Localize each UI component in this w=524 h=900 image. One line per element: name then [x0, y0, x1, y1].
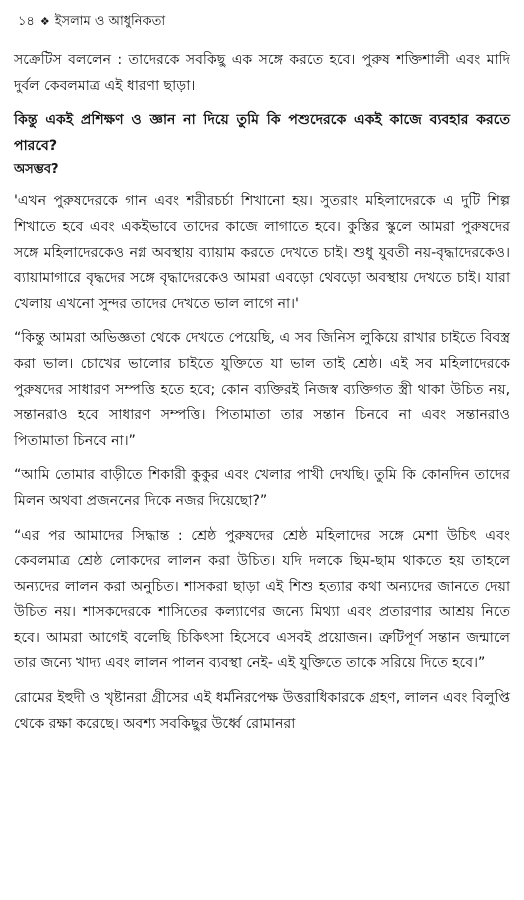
running-header	[18, 14, 510, 30]
page-number: ১৪	[18, 14, 35, 29]
paragraph-socrates-statement: সক্রেটিস বললেন : তাদেরকে সবকিছু এক সঙ্গে করতে হবে। পুরুষ শক্তিশালী এবং মাদি দুর্বল কেবলমাত্র এই ধারণা ছাড়া।	[14, 52, 510, 94]
book-title: ইসলাম ও আধুনিকতা	[54, 14, 166, 29]
separator-ornament-icon: ❖	[39, 15, 50, 28]
paragraph-training-question: কিন্তু একই প্রশিক্ষণ ও জ্ঞান না দিয়ে তুমি কি পশুদেরকে একই কাজে ব্যবহার করতে পারবে?	[14, 112, 510, 154]
paragraph-decision-quote: “এর পর আমাদের সিদ্ধান্ত : শ্রেষ্ঠ পুরুষদের শ্রেষ্ঠ মহিলাদের সঙ্গে মেশা উচিৎ এবং কেবলমাত্র শ্রেষ্ঠ লোকদের লালন করা উচিত। যদি দলকে ছিম-ছাম থাকতে হয় তাহলে অন্যদের লালন করা অনুচিত। শাসকরা ছাড়া এই শিশু হত্যার কথা অন্যদের জানতে দেয়া উচিত নয়। শাসকদেরকে শাসিতের কল্যাণের জন্যে মিথ্যা এবং প্রতারণার আশ্রয় নিতে হবে। আমরা আগেই বলেছি চিকিৎসা হিসেবে এসবই প্রয়োজন। ত্রুটিপূর্ণ সন্তান জন্মালে তার জন্যে খাদ্য এবং লালন পালন ব্যবস্থা নেই- এই যুক্তিতে তাকে সরিয়ে দিতে হবে।”	[14, 527, 510, 672]
paragraph-property-quote: “কিন্তু আমরা অভিজ্ঞতা থেকে দেখতে পেয়েছি, এ সব জিনিস লুকিয়ে রাখার চাইতে বিবস্ত্র করা ভাল। চোখের ভালোর চাইতে যুক্তিতে যা ভাল তাই শ্রেষ্ঠ। এই সব মহিলাদেরকে পুরুষদের সাধারণ সম্পত্তি হতে হবে; কোন ব্যক্তিরই নিজস্ব ব্যক্তিগত স্ত্রী থাকা উচিত নয়, সন্তানরাও হবে সাধারণ সম্পত্তি। পিতামাতা তার সন্তান চিনবে না এবং সন্তানরাও পিতামাতা চিনবে না।”	[14, 330, 510, 449]
paragraph-breeding-question: “আমি তোমার বাড়ীতে শিকারী কুকুর এবং খেলার পাখী দেখছি। তুমি কি কোনদিন তাদের মিলন অথবা প্রজননের দিকে নজর দিয়েছো?”	[14, 467, 510, 509]
paragraph-exercise-quote: 'এখন পুরুষদেরকে গান এবং শরীরচর্চা শিখানো হয়। সুতরাং মহিলাদেরকে এ দুটি শিল্প শিখাতে হবে এবং একইভাবে তাদের কাজে লাগাতে হবে। কুস্তির স্কুলে আমরা পুরুষদের সঙ্গে মহিলাদেরকেও নগ্ন অবস্থায় ব্যায়াম করতে দেখতে চাই। শুধু যুবতী নয়-বৃদ্ধাদেরকেও। ব্যায়ামাগারে বৃদ্ধদের সঙ্গে বৃদ্ধাদেরকেও আমরা এবড়ো থেবড়ো অবস্থায় দেখতে চাই। যারা খেলায় এখনো সুন্দর তাদের দেখতে ভাল লাগে না।'	[14, 193, 510, 312]
paragraph-rome-heritage: রোমের ইহুদী ও খৃষ্টানরা গ্রীসের এই ধর্মনিরপেক্ষ উত্তরাধিকারকে গ্রহণ, লালন এবং বিলুপ্তি থেকে রক্ষা করেছে। অবশ্য সবকিছুর উর্ধ্বে রোমানরা	[14, 690, 510, 732]
paragraph-impossible: অসম্ভব?	[14, 162, 59, 178]
